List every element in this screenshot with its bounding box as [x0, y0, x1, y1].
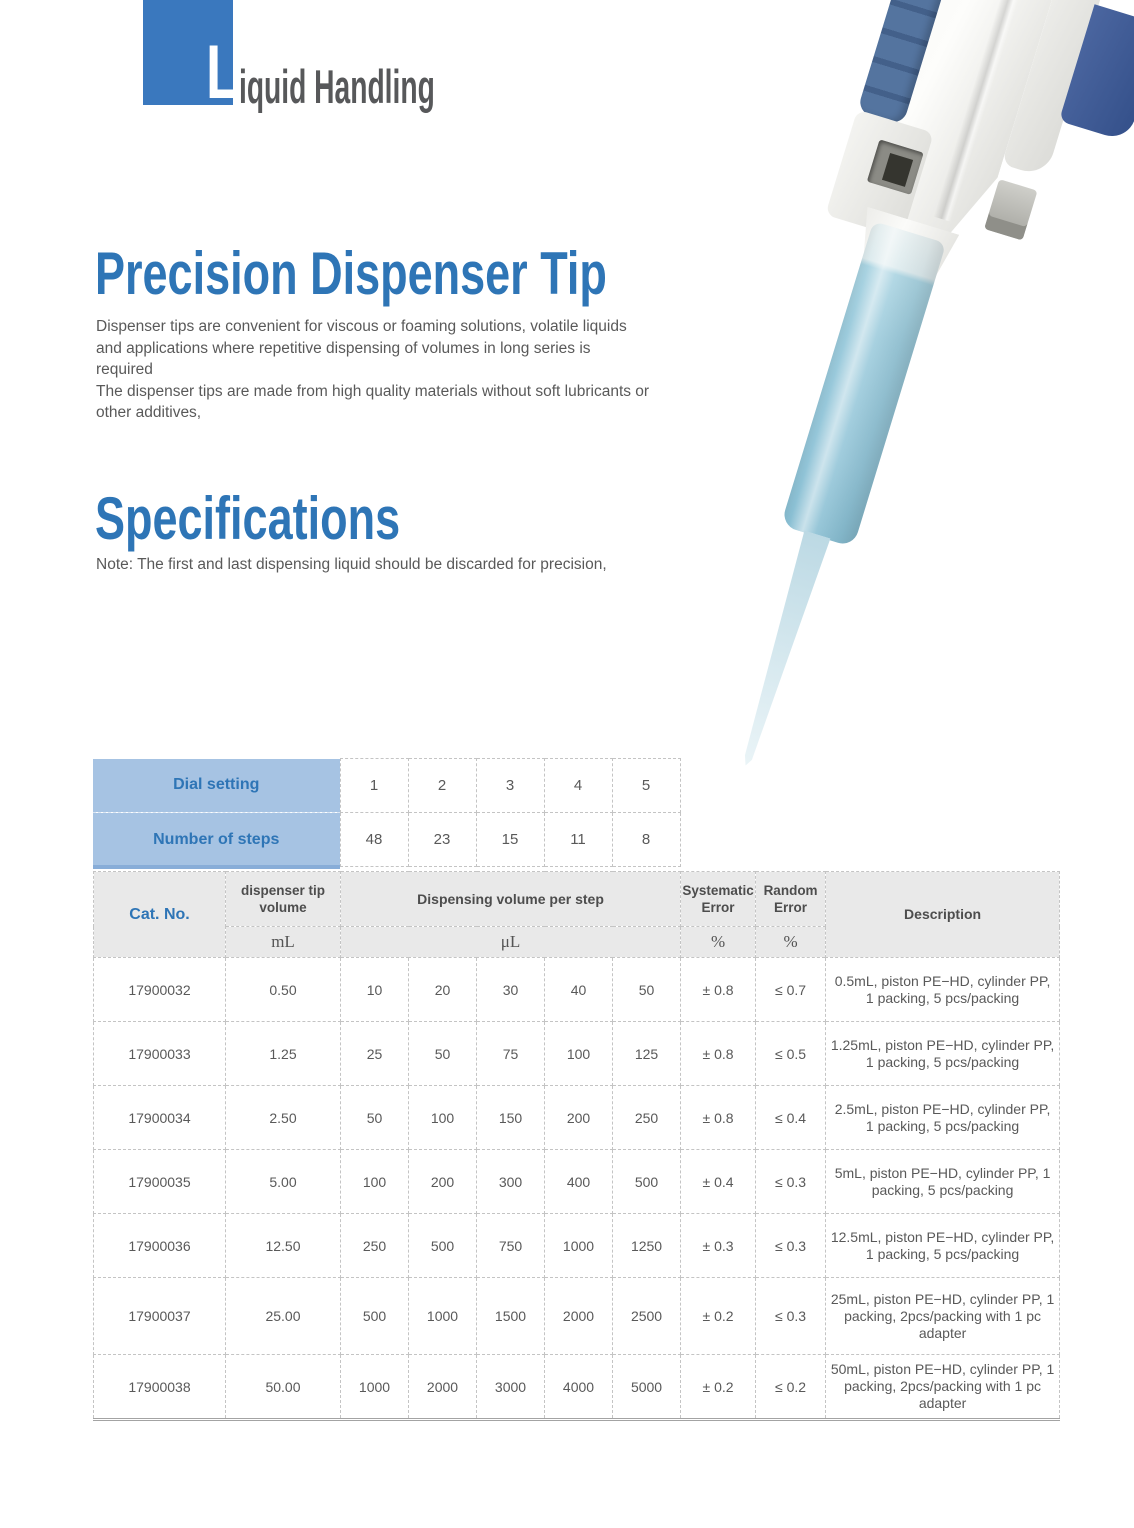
random-error-cell: ≤ 0.2: [756, 1355, 826, 1420]
step-cell: 20: [409, 958, 477, 1022]
table-row: [94, 1150, 1060, 1214]
random-error-cell: ≤ 0.5: [756, 1022, 826, 1086]
steps-value-cell: 8: [612, 813, 680, 867]
table-row: [94, 1022, 1060, 1086]
dial-value-cell: 1: [340, 759, 408, 813]
description-header: Description: [826, 872, 1060, 958]
random-unit: %: [756, 927, 826, 958]
table-row: [94, 1278, 1060, 1355]
cat-no-cell: 17900035: [94, 1150, 226, 1214]
intro-paragraph: [96, 316, 649, 424]
dial-value-cell: 3: [476, 759, 544, 813]
systematic-error-cell: ± 0.8: [681, 1022, 756, 1086]
intro-line: and applications where repetitive dispensing of volumes in long series is: [96, 339, 591, 357]
systematic-error-cell: ± 0.8: [681, 958, 756, 1022]
table-row: [94, 958, 1060, 1022]
description-cell: 5mL, piston PE−HD, cylinder PP, 1 packing, 5 pcs/packing: [826, 1150, 1060, 1214]
table-row: [94, 1086, 1060, 1150]
systematic-error-cell: ± 0.8: [681, 1086, 756, 1150]
dial-setting-row: [93, 759, 680, 813]
spec-header-row: [94, 872, 1060, 927]
step-cell: 3000: [477, 1355, 545, 1420]
steps-value-cell: 11: [544, 813, 612, 867]
step-cell: 50: [613, 958, 681, 1022]
dial-table-underline: [93, 865, 340, 869]
steps-value-cell: 15: [476, 813, 544, 867]
step-cell: 50: [341, 1086, 409, 1150]
systematic-error-header: Systematic Error: [681, 872, 756, 927]
brand-name: iquid Handling: [239, 60, 435, 113]
systematic-error-cell: ± 0.2: [681, 1278, 756, 1355]
step-cell: 1000: [545, 1214, 613, 1278]
step-cell: 100: [409, 1086, 477, 1150]
dispensing-volume-header: Dispensing volume per step: [341, 872, 681, 927]
systematic-error-cell: ± 0.4: [681, 1150, 756, 1214]
dispenser-tip-cone: [728, 529, 837, 772]
random-error-cell: ≤ 0.3: [756, 1150, 826, 1214]
pipette: [680, 0, 1134, 795]
number-of-steps-label: Number of steps: [93, 813, 340, 867]
volume-cell: 1.25: [226, 1022, 341, 1086]
steps-value-cell: 23: [408, 813, 476, 867]
step-unit: μL: [341, 927, 681, 958]
step-cell: 500: [409, 1214, 477, 1278]
dial-value-cell: 4: [544, 759, 612, 813]
pipette-photo: [680, 0, 1134, 810]
volume-cell: 0.50: [226, 958, 341, 1022]
step-cell: 2500: [613, 1278, 681, 1355]
cat-no-cell: 17900032: [94, 958, 226, 1022]
dial-value-cell: 5: [612, 759, 680, 813]
systematic-error-cell: ± 0.3: [681, 1214, 756, 1278]
step-cell: 100: [341, 1150, 409, 1214]
step-cell: 2000: [545, 1278, 613, 1355]
description-cell: 25mL, piston PE−HD, cylinder PP, 1 packing, 2pcs/packing with 1 pc adapter: [826, 1278, 1060, 1355]
step-cell: 1250: [613, 1214, 681, 1278]
dial-setting-label: Dial setting: [93, 759, 340, 813]
steps-value-cell: 48: [340, 813, 408, 867]
section-title: Specifications: [95, 485, 401, 552]
step-cell: 5000: [613, 1355, 681, 1420]
step-cell: 150: [477, 1086, 545, 1150]
description-cell: 50mL, piston PE−HD, cylinder PP, 1 packing, 2pcs/packing with 1 pc adapter: [826, 1355, 1060, 1420]
step-cell: 25: [341, 1022, 409, 1086]
volume-cell: 25.00: [226, 1278, 341, 1355]
step-cell: 125: [613, 1022, 681, 1086]
dispenser-tip-barrel: [781, 221, 947, 547]
step-cell: 1500: [477, 1278, 545, 1355]
dial-value-cell: 2: [408, 759, 476, 813]
systematic-error-cell: ± 0.2: [681, 1355, 756, 1420]
table-row: [94, 1214, 1060, 1278]
step-cell: 75: [477, 1022, 545, 1086]
volume-cell: 2.50: [226, 1086, 341, 1150]
cat-no-cell: 17900033: [94, 1022, 226, 1086]
cat-no-cell: 17900037: [94, 1278, 226, 1355]
intro-line: other additives,: [96, 404, 202, 421]
step-cell: 40: [545, 958, 613, 1022]
step-cell: 1000: [409, 1278, 477, 1355]
step-cell: 100: [545, 1022, 613, 1086]
step-cell: 400: [545, 1150, 613, 1214]
cat-no-header: Cat. No.: [94, 872, 226, 958]
step-cell: 4000: [545, 1355, 613, 1420]
tip-volume-header: dispenser tip volume: [226, 872, 341, 927]
step-cell: 50: [409, 1022, 477, 1086]
systematic-unit: %: [681, 927, 756, 958]
specifications-table: [93, 871, 1060, 1421]
random-error-cell: ≤ 0.4: [756, 1086, 826, 1150]
description-cell: 1.25mL, piston PE−HD, cylinder PP, 1 packing, 5 pcs/packing: [826, 1022, 1060, 1086]
intro-line: required: [96, 361, 153, 378]
logo-letter: L: [206, 30, 240, 115]
cat-no-cell: 17900034: [94, 1086, 226, 1150]
step-cell: 250: [341, 1214, 409, 1278]
page-title: Precision Dispenser Tip: [95, 240, 607, 307]
random-error-header: Random Error: [756, 872, 826, 927]
step-cell: 500: [341, 1278, 409, 1355]
step-cell: 1000: [341, 1355, 409, 1420]
step-cell: 750: [477, 1214, 545, 1278]
volume-cell: 5.00: [226, 1150, 341, 1214]
intro-line: Dispenser tips are convenient for viscous or foaming solutions, volatile liquids: [96, 318, 627, 335]
description-cell: 0.5mL, piston PE−HD, cylinder PP, 1 packing, 5 pcs/packing: [826, 958, 1060, 1022]
step-cell: 300: [477, 1150, 545, 1214]
step-cell: 30: [477, 958, 545, 1022]
description-cell: 2.5mL, piston PE−HD, cylinder PP, 1 packing, 5 pcs/packing: [826, 1086, 1060, 1150]
intro-line: The dispenser tips are made from high quality materials without soft lubricants or: [96, 382, 650, 400]
description-cell: 12.5mL, piston PE−HD, cylinder PP, 1 packing, 5 pcs/packing: [826, 1214, 1060, 1278]
random-error-cell: ≤ 0.3: [756, 1214, 826, 1278]
random-error-cell: ≤ 0.3: [756, 1278, 826, 1355]
step-cell: 250: [613, 1086, 681, 1150]
step-cell: 10: [341, 958, 409, 1022]
dial-settings-table: [93, 758, 681, 867]
cat-no-cell: 17900036: [94, 1214, 226, 1278]
number-of-steps-row: [93, 813, 680, 867]
volume-cell: 12.50: [226, 1214, 341, 1278]
random-error-cell: ≤ 0.7: [756, 958, 826, 1022]
note-text: Note: The first and last dispensing liquid should be discarded for precision,: [96, 556, 607, 573]
cat-no-cell: 17900038: [94, 1355, 226, 1420]
step-cell: 200: [545, 1086, 613, 1150]
step-cell: 200: [409, 1150, 477, 1214]
volume-cell: 50.00: [226, 1355, 341, 1420]
step-cell: 2000: [409, 1355, 477, 1420]
step-cell: 500: [613, 1150, 681, 1214]
table-row: [94, 1355, 1060, 1420]
pipette-metal-clip: [984, 179, 1037, 240]
volume-unit: mL: [226, 927, 341, 958]
